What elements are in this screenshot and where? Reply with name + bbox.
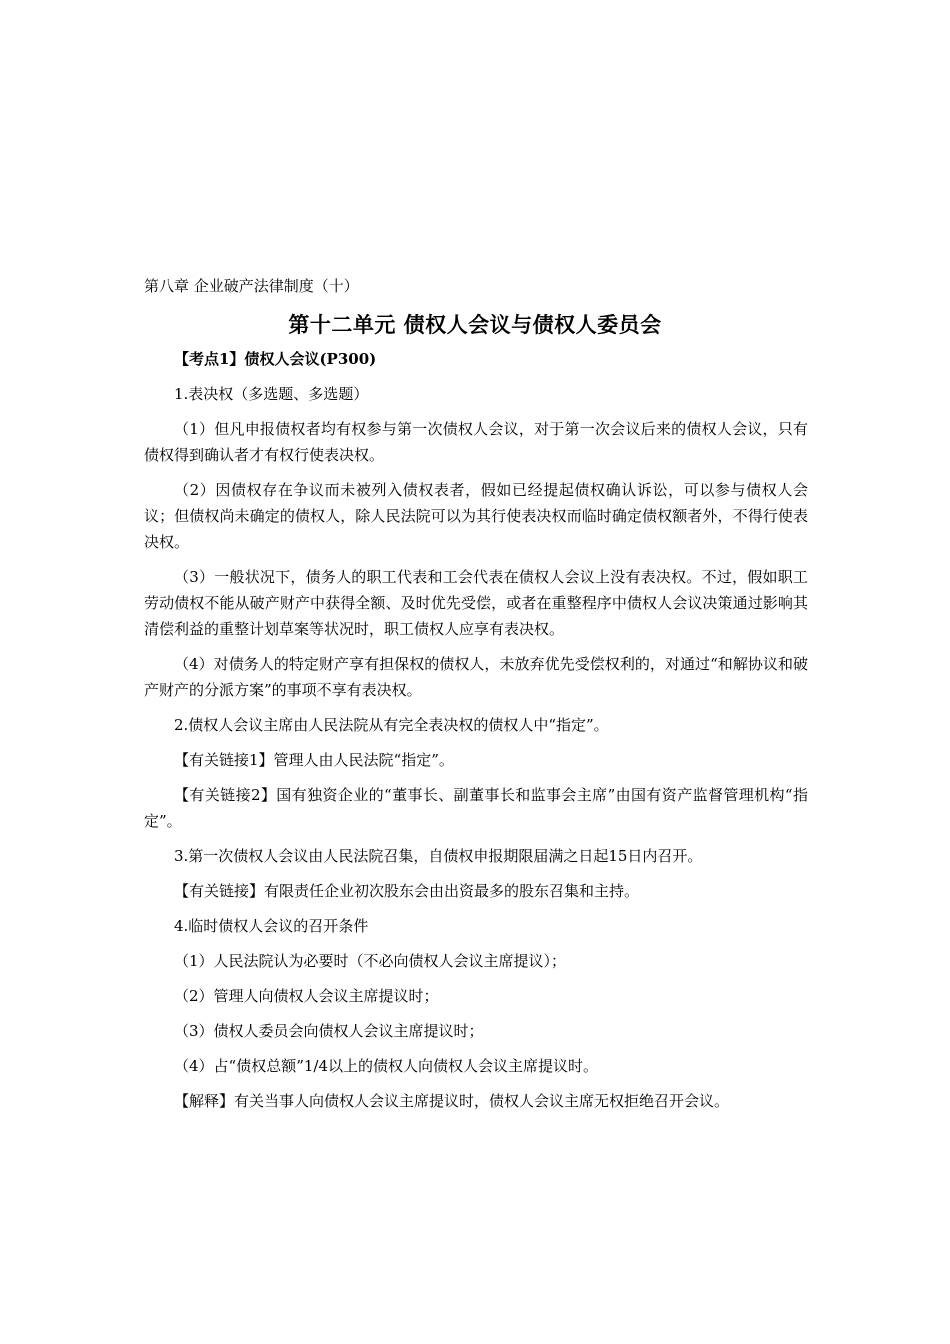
- paragraph-voting-4: （4）对债务人的特定财产享有担保权的债权人，未放弃优先受偿权利的，对通过“和解协议和破产财产的分派方案”的事项不享有表决权。: [144, 655, 808, 699]
- condition-3: （3）债权人委员会向债权人会议主席提议时；: [174, 1022, 484, 1040]
- paragraph-voting-3: （3）一般状况下，债务人的职工代表和工会代表在债权人会议上没有表决权。不过，假如职工劳动债权不能从破产财产中获得全额、及时优先受偿，或者在重整程序中债权人会议决策通过影响其清偿利益的重整计划草案等状况时，职工债权人应享有表决权。: [144, 568, 808, 638]
- related-link-2: 【有关链接2】国有独资企业的“董事长、副董事长和监事会主席”由国有资产监督管理机构“指定”。: [144, 786, 808, 830]
- section-heading-temporary-meeting: 4.临时债权人会议的召开条件: [174, 917, 369, 935]
- section-heading-voting-right: 1.表决权（多选题、多选题）: [174, 385, 369, 403]
- related-link-3: 【有关链接】有限责任企业初次股东会由出资最多的股东召集和主持。: [174, 882, 640, 900]
- paragraph-voting-2: （2）因债权存在争议而未被列入债权表者，假如已经提起债权确认诉讼，可以参与债权人会议；但债权尚未确定的债权人，除人民法院可以为其行使表决权而临时确定债权额者外，不得行使表决权。: [144, 481, 808, 551]
- section-heading-chairman: 2.债权人会议主席由人民法院从有完全表决权的债权人中“指定”。: [174, 716, 609, 734]
- paragraph-voting-1: （1）但凡申报债权者均有权参与第一次债权人会议，对于第一次会议后来的债权人会议，只有债权得到确认者才有权行使表决权。: [144, 420, 808, 464]
- chapter-title: 第八章 企业破产法律制度（十）: [144, 277, 359, 295]
- section-heading-first-meeting: 3.第一次债权人会议由人民法院召集，自债权申报期限届满之日起15日内召开。: [174, 847, 703, 865]
- condition-2: （2）管理人向债权人会议主席提议时；: [174, 987, 439, 1005]
- condition-1: （1）人民法院认为必要时（不必向债权人会议主席提议）；: [174, 952, 567, 970]
- condition-4: （4）占“债权总额”1/4以上的债权人向债权人会议主席提议时。: [174, 1057, 599, 1075]
- key-point-heading: 【考点1】债权人会议(P300): [174, 350, 377, 368]
- unit-title: 第十二单元 债权人会议与债权人委员会: [288, 312, 662, 337]
- related-link-1: 【有关链接1】管理人由人民法院“指定”。: [174, 751, 454, 769]
- explanation-note: 【解释】有关当事人向债权人会议主席提议时，债权人会议主席无权拒绝召开会议。: [174, 1092, 730, 1110]
- document-body: [144, 346, 808, 1123]
